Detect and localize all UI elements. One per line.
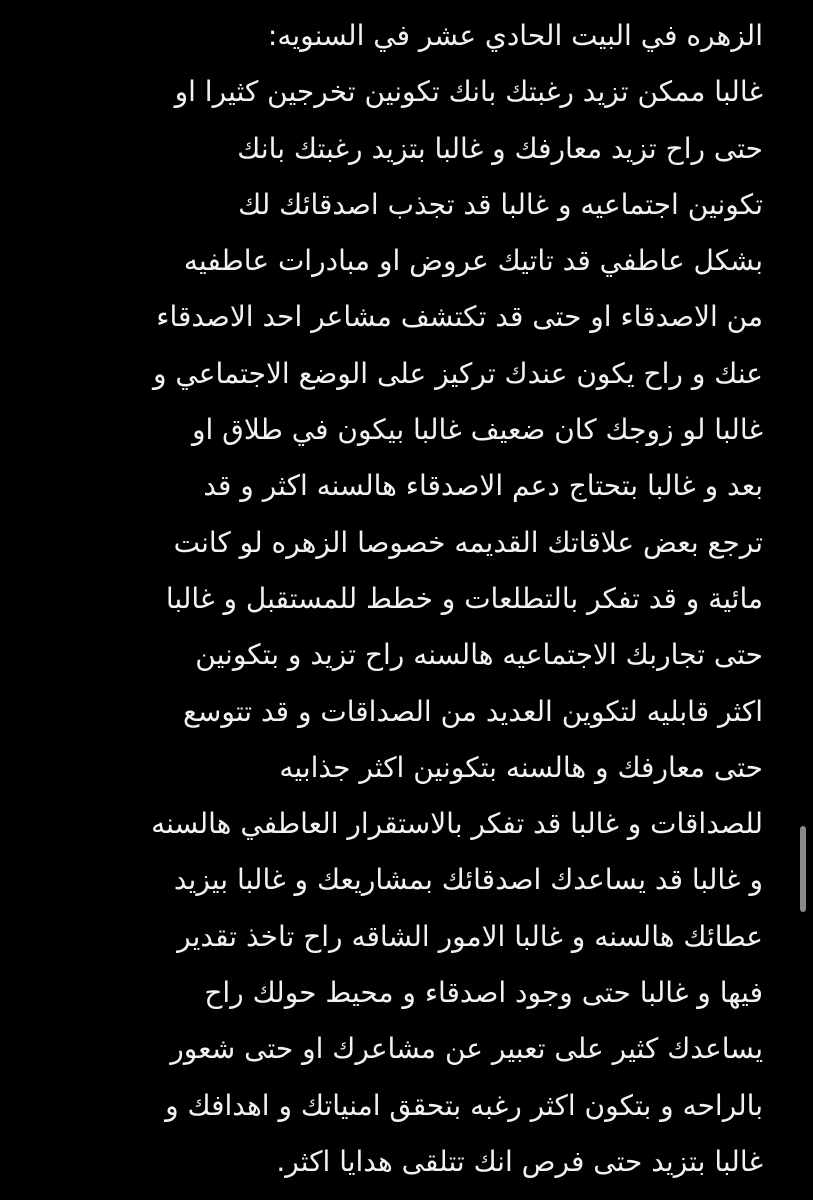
note-line: عنك و راح يكون عندك تركيز على الوضع الاجتماعي و xyxy=(153,356,763,390)
note-line: و غالبا قد يساعدك اصدقائك بمشاريعك و غالبا بيزيد xyxy=(173,863,763,897)
note-line: بالراحه و بتكون اكثر رغبه بتحقق امنياتك و اهدافك و xyxy=(165,1088,763,1122)
note-line: بشكل عاطفي قد تاتيك عروض او مبادرات عاطفيه xyxy=(183,244,763,278)
note-line: غالبا ممكن تزيد رغبتك بانك تكونين تخرجين كثيرا او xyxy=(174,75,763,109)
note-line: يساعدك كثير على تعبير عن مشاعرك او حتى شعور xyxy=(170,1032,763,1066)
note-line: فيها و غالبا حتى وجود اصدقاء و محيط حولك راح xyxy=(204,976,763,1010)
note-line: تكونين اجتماعيه و غالبا قد تجذب اصدقائك لك xyxy=(238,187,763,221)
note-line: عطائك هالسنه و غالبا الامور الشاقه راح تاخذ تقدير xyxy=(177,919,763,953)
note-line: من الاصدقاء او حتى قد تكتشف مشاعر احد الاصدقاء xyxy=(156,300,763,334)
note-text[interactable] xyxy=(40,8,763,1190)
note-line: اكثر قابليه لتكوين العديد من الصداقات و قد تتوسع xyxy=(182,694,763,728)
note-line: ترجع بعض علاقاتك القديمه خصوصا الزهره لو كانت xyxy=(173,525,763,559)
note-line: غالبا بتزيد حتى فرص انك تتلقى هدايا اكثر. xyxy=(276,1144,763,1178)
note-title-line: الزهره في البيت الحادي عشر في السنويه: xyxy=(267,19,763,52)
note-line: حتى راح تزيد معارفك و غالبا بتزيد رغبتك بانك xyxy=(237,131,763,165)
note-line: حتى معارفك و هالسنه بتكونين اكثر جذابيه xyxy=(279,750,763,784)
note-line: مائية و قد تفكر بالتطلعات و خطط للمستقبل و غالبا xyxy=(165,581,763,615)
note-line: حتى تجاربك الاجتماعيه هالسنه راح تزيد و بتكونين xyxy=(195,638,763,672)
note-line: للصداقات و غالبا قد تفكر بالاستقرار العاطفي هالسنه xyxy=(151,807,763,841)
scroll-indicator[interactable] xyxy=(800,826,806,912)
note-line: غالبا لو زوجك كان ضعيف غالبا بيكون في طلاق او xyxy=(191,413,763,447)
note-line: بعد و غالبا بتحتاج دعم الاصدقاء هالسنه اكثر و قد xyxy=(203,469,763,503)
